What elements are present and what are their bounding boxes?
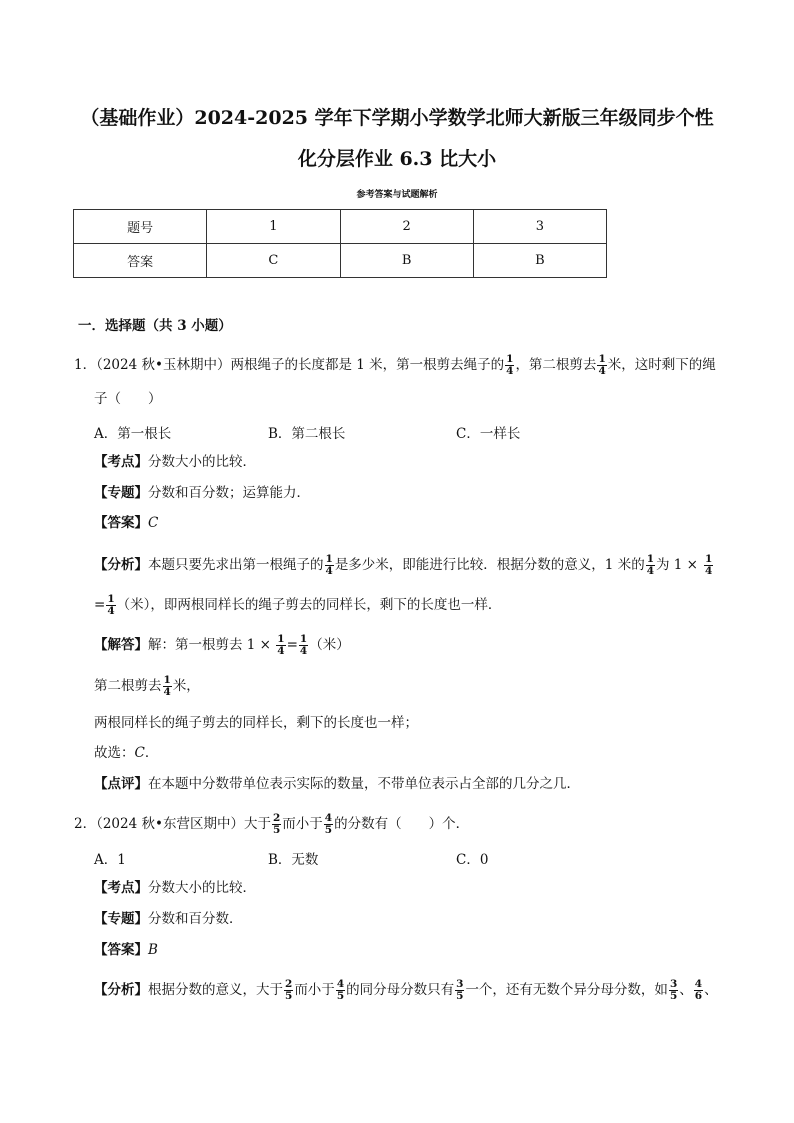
q2-stem-text: 而小于 <box>282 816 323 832</box>
table-cell: 2 <box>340 210 473 244</box>
table-cell: 3 <box>473 210 606 244</box>
answer-table <box>73 209 607 278</box>
q1-zhuanti <box>94 483 310 503</box>
q2-option-c: C．0 <box>456 852 489 868</box>
jieda-text: 故选： <box>94 745 135 761</box>
q2-zhuanti <box>94 909 243 929</box>
jieda-text: 解：第一根剪去 1 × <box>148 637 271 653</box>
q2-stem <box>74 813 469 836</box>
zhuanti-text: 分数和百分数． <box>148 911 243 927</box>
q2-option-b: B．无数 <box>268 852 319 868</box>
q2-daan <box>94 940 158 960</box>
page-title-line2: 化分层作业 6.3 比大小 <box>297 148 497 170</box>
jieda-text: （米） <box>309 637 350 653</box>
fraction: $\frac{3}{5}$ <box>669 978 678 1002</box>
table-cell: B <box>340 244 473 278</box>
equals-sign: = <box>286 637 298 653</box>
fenxi-text: 根据分数的意义，大于 <box>148 982 283 998</box>
jieda-text: ． <box>144 745 159 761</box>
table-row <box>74 210 607 244</box>
fraction: $\frac{4}{6}$ <box>694 978 703 1002</box>
fraction: $\frac{1}{4}$ <box>277 633 285 657</box>
q1-stem-text: 米，这时剩下的绳 <box>607 357 716 373</box>
tag-label: 【分析】 <box>94 982 148 998</box>
fenxi-text: 、 <box>679 982 693 998</box>
q1-kaodian <box>94 452 256 472</box>
table-cell: 题号 <box>74 210 207 244</box>
tag-label: 【分析】 <box>94 557 148 573</box>
fenxi-text: 为 1 × <box>656 557 698 573</box>
tag-label: 【答案】 <box>94 515 148 531</box>
kaodian-text: 分数大小的比较． <box>148 880 256 896</box>
tag-label: 【专题】 <box>94 485 148 501</box>
fraction: $\frac{1}{4}$ <box>163 674 171 698</box>
fenxi-text: 一个，还有无数个异分母分数，如 <box>465 982 668 998</box>
q1-fenxi <box>94 554 698 577</box>
fraction: $\frac{2}{5}$ <box>272 812 281 836</box>
tag-label: 【解答】 <box>94 637 148 653</box>
q1-stem-cont: 子（ ） <box>94 391 162 407</box>
equals-sign: = <box>94 597 106 613</box>
q2-option-a: A．1 <box>94 852 126 868</box>
tag-label: 【专题】 <box>94 911 148 927</box>
fraction: $\frac{1}{4}$ <box>325 553 333 577</box>
kaodian-text: 分数大小的比较． <box>148 454 256 470</box>
tag-label: 【考点】 <box>94 454 148 470</box>
q1-fenxi-cont <box>94 594 501 617</box>
q1-fenxi-fraction <box>703 554 714 577</box>
q1-stem <box>74 354 716 377</box>
q1-stem-text: 1．（2024 秋•玉林期中）两根绳子的长度都是 1 米，第一根剪去绳子的 <box>74 357 505 373</box>
fraction: $\frac{3}{5}$ <box>456 978 464 1002</box>
q1-jieda-line4 <box>94 743 158 763</box>
q1-option-a: A．第一根长 <box>94 426 172 442</box>
page-subtitle: 参考答案与试题解析 <box>356 190 438 200</box>
q1-jieda-line3: 两根同样长的绳子剪去的同样长，剩下的长度也一样； <box>94 715 418 731</box>
jieda-text: 第二根剪去 <box>94 678 162 694</box>
answer-value: C <box>134 745 145 761</box>
q2-kaodian <box>94 878 256 898</box>
fenxi-text: 而小于 <box>294 982 335 998</box>
table-cell: 答案 <box>74 244 207 278</box>
table-cell: B <box>473 244 606 278</box>
q1-stem-text: ，第二根剪去 <box>515 357 597 373</box>
tag-label: 【答案】 <box>94 942 148 958</box>
dianping-text: 在本题中分数带单位表示实际的数量，不带单位表示占全部的几分之几． <box>148 776 580 792</box>
fraction: $\frac{1}{4}$ <box>705 553 713 577</box>
q1-dianping <box>94 774 580 794</box>
section-heading: 一．选择题（共 3 小题） <box>78 318 232 334</box>
jieda-text: 米， <box>172 678 200 694</box>
q1-jieda-line2 <box>94 675 200 698</box>
fraction: $\frac{4}{5}$ <box>336 978 345 1002</box>
fenxi-text: 、 <box>704 982 718 998</box>
answer-value: B <box>148 942 158 958</box>
fraction: $\frac{1}{4}$ <box>107 593 115 617</box>
fraction: $\frac{1}{4}$ <box>598 353 606 377</box>
fraction: $\frac{1}{4}$ <box>506 353 514 377</box>
q1-option-b: B．第二根长 <box>268 426 346 442</box>
q2-fenxi <box>94 979 718 1002</box>
fraction: $\frac{4}{5}$ <box>324 812 333 836</box>
zhuanti-text: 分数和百分数；运算能力． <box>148 485 310 501</box>
answer-value: C <box>148 515 159 531</box>
q2-stem-text: 2．（2024 秋•东营区期中）大于 <box>74 816 271 832</box>
table-cell: C <box>207 244 340 278</box>
q1-jieda <box>94 634 350 657</box>
q2-stem-text: 的分数有（ ）个． <box>334 816 470 832</box>
tag-label: 【点评】 <box>94 776 148 792</box>
table-cell: 1 <box>207 210 340 244</box>
tag-label: 【考点】 <box>94 880 148 896</box>
fenxi-text: （米），即两根同样长的绳子剪去的同样长，剩下的长度也一样． <box>116 597 502 613</box>
table-row <box>74 244 607 278</box>
fenxi-text: 本题只要先求出第一根绳子的 <box>148 557 324 573</box>
q1-daan <box>94 513 158 533</box>
fraction: $\frac{2}{5}$ <box>285 978 293 1002</box>
page-title-line1: （基础作业）2024-2025 学年下学期小学数学北师大新版三年级同步个性 <box>80 107 714 129</box>
fraction: $\frac{1}{4}$ <box>646 553 655 577</box>
fraction: $\frac{1}{4}$ <box>299 633 308 657</box>
q1-option-c: C．一样长 <box>456 426 521 442</box>
fenxi-text: 是多少米，即能进行比较．根据分数的意义，1 米的 <box>334 557 645 573</box>
fenxi-text: 的同分母分数只有 <box>346 982 455 998</box>
